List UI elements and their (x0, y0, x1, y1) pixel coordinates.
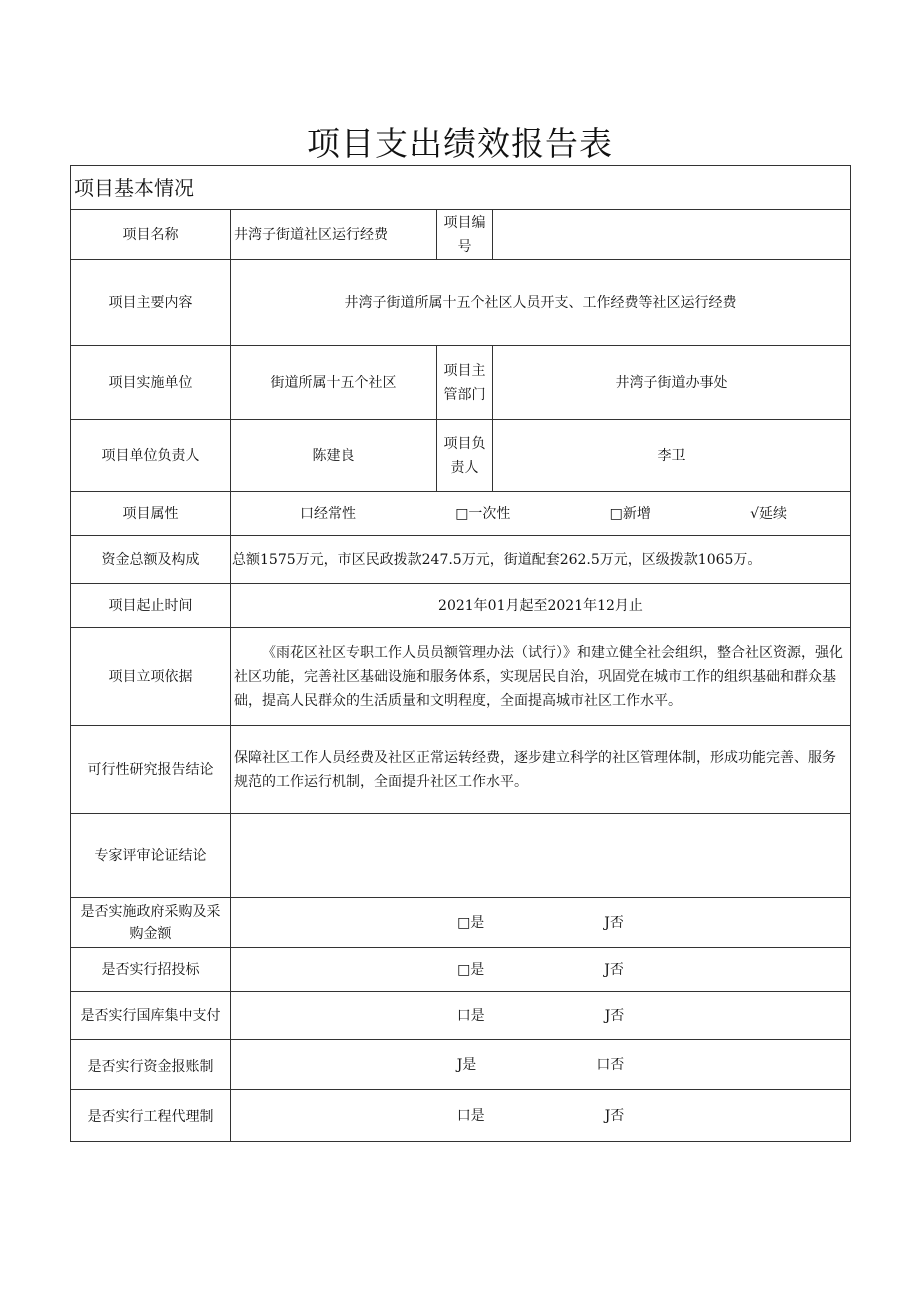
procurement-label: 是否实施政府采购及采购金额 (71, 898, 231, 948)
row-unit-leader (71, 420, 851, 492)
row-expert (71, 814, 851, 898)
unit-leader-label: 项目单位负责人 (71, 420, 231, 492)
section-title: 项目基本情况 (71, 166, 851, 210)
page-title: 项目支出绩效报告表 (307, 124, 613, 163)
row-agent (71, 1090, 851, 1142)
basis-label: 项目立项依据 (71, 628, 231, 726)
project-attribute-options (231, 492, 851, 536)
project-code-value (493, 210, 851, 260)
attribute-option-continued[interactable]: √延续 (750, 505, 787, 522)
row-project-name (71, 210, 851, 260)
project-content-label: 项目主要内容 (71, 260, 231, 346)
bidding-no[interactable]: J否 (604, 961, 624, 978)
project-attribute-label: 项目属性 (71, 492, 231, 536)
report-table (70, 165, 851, 1142)
project-name-value: 井湾子街道社区运行经费 (231, 210, 437, 260)
row-feasibility (71, 726, 851, 814)
agent-yes[interactable]: 口是 (456, 1107, 485, 1124)
row-reimburse (71, 1040, 851, 1090)
row-project-content (71, 260, 851, 346)
expert-label: 专家评审论证结论 (71, 814, 231, 898)
supervising-dept-label: 项目主管部门 (437, 346, 493, 420)
feasibility-value: 保障社区工作人员经费及社区正常运转经费，逐步建立科学的社区管理体制，形成功能完善、服务规范的工作运行机制，全面提升社区工作水平。 (231, 726, 851, 814)
row-project-attribute (71, 492, 851, 536)
project-leader-value: 李卫 (493, 420, 851, 492)
row-basis (71, 628, 851, 726)
treasury-no[interactable]: J否 (604, 1007, 625, 1024)
expert-value (231, 814, 851, 898)
period-label: 项目起止时间 (71, 584, 231, 628)
row-bidding (71, 948, 851, 992)
reimburse-label: 是否实行资金报账制 (71, 1040, 231, 1090)
procurement-yes[interactable]: □是 (457, 914, 485, 931)
reimburse-options (231, 1040, 851, 1090)
implementing-unit-label: 项目实施单位 (71, 346, 231, 420)
project-code-label: 项目编号 (437, 210, 493, 260)
treasury-options (231, 992, 851, 1040)
row-funds (71, 536, 851, 584)
attribute-option-recurring[interactable]: 口经常性 (300, 505, 356, 522)
row-implementing-unit (71, 346, 851, 420)
funds-value: 总额1575万元，市区民政拨款247.5万元，街道配套262.5万元，区级拨款1065万。 (231, 536, 851, 584)
section-row (71, 166, 851, 210)
treasury-yes[interactable]: 口是 (456, 1007, 485, 1024)
reimburse-yes[interactable]: J是 (456, 1056, 477, 1073)
agent-options (231, 1090, 851, 1142)
agent-no[interactable]: J否 (604, 1107, 625, 1124)
feasibility-label: 可行性研究报告结论 (71, 726, 231, 814)
funds-label: 资金总额及构成 (71, 536, 231, 584)
bidding-options (231, 948, 851, 992)
unit-leader-value: 陈建良 (231, 420, 437, 492)
period-value: 2021年01月起至2021年12月止 (231, 584, 851, 628)
supervising-dept-value: 井湾子街道办事处 (493, 346, 851, 420)
bidding-yes[interactable]: □是 (457, 961, 485, 978)
attribute-option-new[interactable]: □新增 (609, 505, 651, 522)
agent-label: 是否实行工程代理制 (71, 1090, 231, 1142)
procurement-no[interactable]: J否 (604, 914, 624, 931)
bidding-label: 是否实行招投标 (71, 948, 231, 992)
row-period (71, 584, 851, 628)
basis-value: 《雨花区社区专职工作人员员额管理办法（试行）》和建立健全社会组织，整合社区资源，强化社区功能，完善社区基础设施和服务体系，实现居民自治，巩固党在城市工作的组织基础和群众基础，提高人民群众的生活质量和文明程度，全面提高城市社区工作水平。 (231, 628, 851, 726)
project-content-value: 井湾子街道所属十五个社区人员开支、工作经费等社区运行经费 (231, 260, 851, 346)
project-leader-label: 项目负责人 (437, 420, 493, 492)
project-name-label: 项目名称 (71, 210, 231, 260)
row-procurement (71, 898, 851, 948)
attribute-option-one-time[interactable]: □一次性 (455, 505, 511, 522)
row-treasury (71, 992, 851, 1040)
procurement-options (231, 898, 851, 948)
reimburse-no[interactable]: 口否 (596, 1056, 625, 1073)
implementing-unit-value: 街道所属十五个社区 (231, 346, 437, 420)
treasury-label: 是否实行国库集中支付 (71, 992, 231, 1040)
